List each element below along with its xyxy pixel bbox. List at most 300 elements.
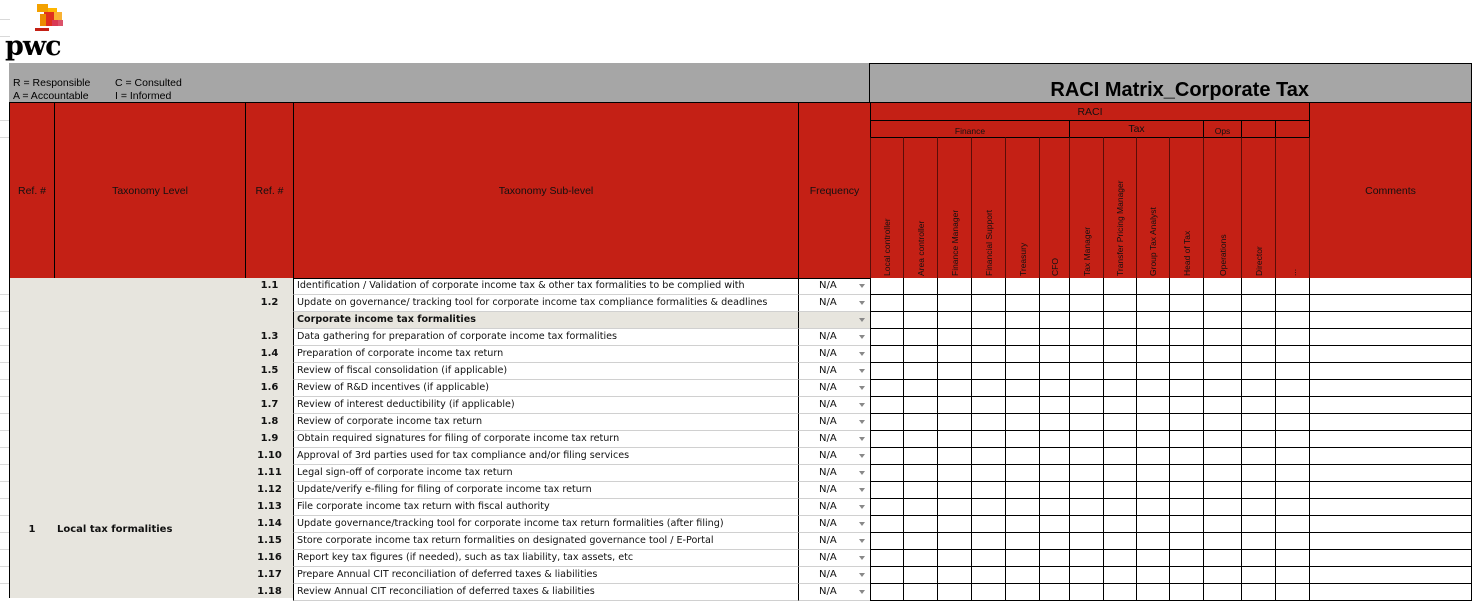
raci-cell-finance-manager[interactable] (937, 465, 973, 482)
header-taxonomy-level[interactable] (54, 102, 246, 279)
raci-cell-operations[interactable] (1203, 516, 1243, 533)
dropdown-arrow-icon[interactable] (859, 369, 865, 373)
row-description[interactable]: Obtain required signatures for filing of corporate income tax return (293, 431, 798, 448)
raci-cell-more[interactable] (1275, 414, 1311, 431)
raci-cell-financial-support[interactable] (971, 414, 1007, 431)
raci-cell-financial-support[interactable] (971, 397, 1007, 414)
raci-cell-finance-manager[interactable] (937, 448, 973, 465)
raci-cell-tax-manager[interactable] (1069, 431, 1105, 448)
header-group-tax[interactable] (1069, 120, 1204, 138)
raci-cell-treasury[interactable] (1005, 363, 1041, 380)
raci-cell-transfer-pricing-manager[interactable] (1103, 414, 1138, 431)
raci-cell-operations[interactable] (1203, 533, 1243, 550)
header-role-cfo[interactable] (1039, 137, 1070, 278)
row-ref[interactable]: 1.5 (260, 365, 279, 376)
row-ref[interactable]: 1.14 (257, 518, 282, 529)
comment-cell[interactable] (1309, 329, 1472, 346)
comment-cell[interactable] (1309, 448, 1472, 465)
raci-cell-transfer-pricing-manager[interactable] (1103, 499, 1138, 516)
raci-cell-area-controller[interactable] (903, 278, 939, 295)
frequency-dropdown[interactable] (798, 312, 870, 329)
raci-cell-director[interactable] (1241, 380, 1277, 397)
row-ref[interactable]: 1.8 (260, 416, 279, 427)
raci-cell-local-controller[interactable] (870, 499, 905, 516)
dropdown-arrow-icon[interactable] (859, 386, 865, 390)
raci-cell-area-controller[interactable] (903, 482, 939, 499)
raci-cell-treasury[interactable] (1005, 465, 1041, 482)
row-description[interactable]: Data gathering for preparation of corporate income tax formalities (293, 329, 798, 346)
raci-cell-operations[interactable] (1203, 295, 1243, 312)
raci-cell-group-tax-analyst[interactable] (1136, 363, 1171, 380)
raci-cell-local-controller[interactable] (870, 397, 905, 414)
subheading-row[interactable]: Corporate income tax formalities (293, 312, 798, 329)
raci-cell-treasury[interactable] (1005, 516, 1041, 533)
raci-cell-financial-support[interactable] (971, 295, 1007, 312)
raci-cell-finance-manager[interactable] (937, 363, 973, 380)
raci-cell-director[interactable] (1241, 295, 1277, 312)
raci-cell-head-of-tax[interactable] (1169, 397, 1205, 414)
raci-cell-more[interactable] (1275, 550, 1311, 567)
raci-cell-financial-support[interactable] (971, 278, 1007, 295)
raci-cell-financial-support[interactable] (971, 363, 1007, 380)
raci-cell-tax-manager[interactable] (1069, 584, 1105, 601)
raci-cell-finance-manager[interactable] (937, 567, 973, 584)
raci-cell-treasury[interactable] (1005, 329, 1041, 346)
row-ref[interactable] (246, 312, 293, 329)
header-group-finance[interactable] (870, 120, 1070, 138)
dropdown-arrow-icon[interactable] (859, 335, 865, 339)
raci-cell-financial-support[interactable] (971, 465, 1007, 482)
raci-cell-group-tax-analyst[interactable] (1136, 465, 1171, 482)
frequency-dropdown[interactable] (798, 380, 870, 397)
raci-cell-financial-support[interactable] (971, 431, 1007, 448)
raci-cell-finance-manager[interactable] (937, 329, 973, 346)
raci-cell-group-tax-analyst[interactable] (1136, 533, 1171, 550)
dropdown-arrow-icon[interactable] (859, 352, 865, 356)
raci-cell-tax-manager[interactable] (1069, 414, 1105, 431)
raci-cell-group-tax-analyst[interactable] (1136, 414, 1171, 431)
comment-cell[interactable] (1309, 567, 1472, 584)
row-description[interactable]: Update on governance/ tracking tool for corporate income tax compliance formalities & deadlines (293, 295, 798, 312)
row-ref[interactable]: 1.16 (257, 552, 282, 563)
raci-cell-treasury[interactable] (1005, 584, 1041, 601)
raci-cell-cfo[interactable] (1039, 397, 1071, 414)
raci-cell-group-tax-analyst[interactable] (1136, 567, 1171, 584)
header-role-transfer-pricing-manager[interactable] (1103, 137, 1137, 278)
raci-cell-transfer-pricing-manager[interactable] (1103, 295, 1138, 312)
dropdown-arrow-icon[interactable] (859, 403, 865, 407)
header-role-local-controller[interactable] (870, 137, 904, 278)
header-role-head-of-tax[interactable] (1169, 137, 1204, 278)
raci-cell-director[interactable] (1241, 584, 1277, 601)
row-description[interactable]: Legal sign-off of corporate income tax return (293, 465, 798, 482)
raci-cell-group-tax-analyst[interactable] (1136, 584, 1171, 601)
row-ref[interactable]: 1.1 (260, 280, 279, 291)
raci-cell-cfo[interactable] (1039, 550, 1071, 567)
header-sub-ref-number[interactable] (245, 102, 294, 279)
dropdown-arrow-icon[interactable] (859, 556, 865, 560)
raci-cell-director[interactable] (1241, 533, 1277, 550)
raci-cell-transfer-pricing-manager[interactable] (1103, 584, 1138, 601)
raci-cell-more[interactable] (1275, 499, 1311, 516)
row-ref[interactable]: 1.13 (257, 501, 282, 512)
raci-cell-head-of-tax[interactable] (1169, 278, 1205, 295)
comment-cell[interactable] (1309, 482, 1472, 499)
row-description[interactable]: Approval of 3rd parties used for tax compliance and/or filing services (293, 448, 798, 465)
row-ref[interactable]: 1.12 (257, 484, 282, 495)
raci-cell-operations[interactable] (1203, 431, 1243, 448)
raci-cell-finance-manager[interactable] (937, 584, 973, 601)
comment-cell[interactable] (1309, 397, 1472, 414)
raci-cell-transfer-pricing-manager[interactable] (1103, 465, 1138, 482)
raci-cell-local-controller[interactable] (870, 329, 905, 346)
raci-cell-head-of-tax[interactable] (1169, 431, 1205, 448)
raci-cell-transfer-pricing-manager[interactable] (1103, 550, 1138, 567)
raci-cell-area-controller[interactable] (903, 516, 939, 533)
dropdown-arrow-icon[interactable] (859, 318, 865, 322)
raci-cell-head-of-tax[interactable] (1169, 482, 1205, 499)
raci-cell-group-tax-analyst[interactable] (1136, 397, 1171, 414)
header-role-treasury[interactable] (1005, 137, 1040, 278)
raci-cell-area-controller[interactable] (903, 346, 939, 363)
raci-cell-more[interactable] (1275, 346, 1311, 363)
raci-cell-transfer-pricing-manager[interactable] (1103, 448, 1138, 465)
raci-cell-local-controller[interactable] (870, 312, 905, 329)
raci-cell-cfo[interactable] (1039, 295, 1071, 312)
comment-cell[interactable] (1309, 278, 1472, 295)
dropdown-arrow-icon[interactable] (859, 539, 865, 543)
header-group-ops[interactable] (1203, 120, 1242, 138)
raci-cell-tax-manager[interactable] (1069, 329, 1105, 346)
raci-cell-cfo[interactable] (1039, 414, 1071, 431)
raci-cell-area-controller[interactable] (903, 584, 939, 601)
row-ref[interactable]: 1.11 (257, 467, 282, 478)
raci-cell-group-tax-analyst[interactable] (1136, 295, 1171, 312)
raci-cell-head-of-tax[interactable] (1169, 380, 1205, 397)
raci-cell-operations[interactable] (1203, 465, 1243, 482)
raci-cell-cfo[interactable] (1039, 499, 1071, 516)
frequency-dropdown[interactable] (798, 499, 870, 516)
raci-cell-group-tax-analyst[interactable] (1136, 482, 1171, 499)
raci-cell-area-controller[interactable] (903, 431, 939, 448)
raci-cell-operations[interactable] (1203, 397, 1243, 414)
raci-cell-local-controller[interactable] (870, 550, 905, 567)
dropdown-arrow-icon[interactable] (859, 420, 865, 424)
raci-cell-head-of-tax[interactable] (1169, 516, 1205, 533)
raci-cell-cfo[interactable] (1039, 448, 1071, 465)
raci-cell-local-controller[interactable] (870, 414, 905, 431)
raci-cell-treasury[interactable] (1005, 414, 1041, 431)
raci-cell-treasury[interactable] (1005, 346, 1041, 363)
raci-cell-local-controller[interactable] (870, 431, 905, 448)
row-description[interactable]: Update/verify e-filing for filing of corporate income tax return (293, 482, 798, 499)
row-ref[interactable]: 1.4 (260, 348, 279, 359)
raci-cell-finance-manager[interactable] (937, 550, 973, 567)
raci-cell-more[interactable] (1275, 567, 1311, 584)
raci-cell-treasury[interactable] (1005, 533, 1041, 550)
raci-cell-area-controller[interactable] (903, 550, 939, 567)
raci-cell-transfer-pricing-manager[interactable] (1103, 482, 1138, 499)
dropdown-arrow-icon[interactable] (859, 488, 865, 492)
raci-cell-area-controller[interactable] (903, 533, 939, 550)
section-taxonomy-level-cell[interactable] (54, 278, 246, 598)
raci-cell-cfo[interactable] (1039, 363, 1071, 380)
raci-cell-cfo[interactable] (1039, 465, 1071, 482)
comment-cell[interactable] (1309, 363, 1472, 380)
row-description[interactable]: Prepare Annual CIT reconciliation of deferred taxes & liabilities (293, 567, 798, 584)
comment-cell[interactable] (1309, 465, 1472, 482)
raci-cell-director[interactable] (1241, 312, 1277, 329)
header-ref-number[interactable] (9, 102, 55, 279)
raci-cell-tax-manager[interactable] (1069, 397, 1105, 414)
raci-cell-cfo[interactable] (1039, 584, 1071, 601)
row-description[interactable]: Identification / Validation of corporate income tax & other tax formalities to be complied with (293, 278, 798, 295)
raci-cell-area-controller[interactable] (903, 363, 939, 380)
frequency-dropdown[interactable] (798, 465, 870, 482)
raci-cell-operations[interactable] (1203, 482, 1243, 499)
raci-cell-finance-manager[interactable] (937, 414, 973, 431)
raci-cell-finance-manager[interactable] (937, 431, 973, 448)
raci-cell-finance-manager[interactable] (937, 533, 973, 550)
raci-cell-director[interactable] (1241, 414, 1277, 431)
header-group-blank-1[interactable] (1241, 120, 1276, 138)
raci-cell-operations[interactable] (1203, 567, 1243, 584)
raci-cell-area-controller[interactable] (903, 295, 939, 312)
raci-cell-treasury[interactable] (1005, 567, 1041, 584)
raci-cell-head-of-tax[interactable] (1169, 312, 1205, 329)
raci-cell-tax-manager[interactable] (1069, 465, 1105, 482)
dropdown-arrow-icon[interactable] (859, 471, 865, 475)
raci-cell-transfer-pricing-manager[interactable] (1103, 312, 1138, 329)
raci-cell-more[interactable] (1275, 465, 1311, 482)
frequency-dropdown[interactable] (798, 516, 870, 533)
raci-cell-tax-manager[interactable] (1069, 363, 1105, 380)
raci-cell-operations[interactable] (1203, 346, 1243, 363)
raci-cell-head-of-tax[interactable] (1169, 414, 1205, 431)
raci-cell-tax-manager[interactable] (1069, 380, 1105, 397)
raci-cell-transfer-pricing-manager[interactable] (1103, 397, 1138, 414)
dropdown-arrow-icon[interactable] (859, 573, 865, 577)
raci-cell-local-controller[interactable] (870, 533, 905, 550)
raci-cell-treasury[interactable] (1005, 431, 1041, 448)
raci-cell-financial-support[interactable] (971, 499, 1007, 516)
comment-cell[interactable] (1309, 499, 1472, 516)
raci-cell-financial-support[interactable] (971, 567, 1007, 584)
row-description[interactable]: File corporate income tax return with fiscal authority (293, 499, 798, 516)
raci-cell-director[interactable] (1241, 363, 1277, 380)
header-comments[interactable] (1309, 102, 1472, 279)
comment-cell[interactable] (1309, 380, 1472, 397)
raci-cell-financial-support[interactable] (971, 516, 1007, 533)
raci-cell-director[interactable] (1241, 550, 1277, 567)
comment-cell[interactable] (1309, 516, 1472, 533)
raci-cell-director[interactable] (1241, 278, 1277, 295)
raci-cell-tax-manager[interactable] (1069, 295, 1105, 312)
raci-cell-local-controller[interactable] (870, 516, 905, 533)
dropdown-arrow-icon[interactable] (859, 505, 865, 509)
raci-cell-financial-support[interactable] (971, 312, 1007, 329)
dropdown-arrow-icon[interactable] (859, 454, 865, 458)
raci-cell-tax-manager[interactable] (1069, 448, 1105, 465)
frequency-dropdown[interactable] (798, 431, 870, 448)
row-ref[interactable]: 1.6 (260, 382, 279, 393)
raci-cell-operations[interactable] (1203, 363, 1243, 380)
raci-cell-operations[interactable] (1203, 380, 1243, 397)
raci-cell-more[interactable] (1275, 431, 1311, 448)
raci-cell-cfo[interactable] (1039, 567, 1071, 584)
raci-cell-treasury[interactable] (1005, 312, 1041, 329)
frequency-dropdown[interactable] (798, 414, 870, 431)
dropdown-arrow-icon[interactable] (859, 522, 865, 526)
raci-cell-group-tax-analyst[interactable] (1136, 550, 1171, 567)
raci-cell-treasury[interactable] (1005, 448, 1041, 465)
raci-cell-group-tax-analyst[interactable] (1136, 278, 1171, 295)
raci-cell-cfo[interactable] (1039, 329, 1071, 346)
row-description[interactable]: Review of R&D incentives (if applicable) (293, 380, 798, 397)
raci-cell-more[interactable] (1275, 329, 1311, 346)
raci-cell-director[interactable] (1241, 397, 1277, 414)
raci-cell-more[interactable] (1275, 312, 1311, 329)
raci-cell-transfer-pricing-manager[interactable] (1103, 380, 1138, 397)
raci-cell-tax-manager[interactable] (1069, 550, 1105, 567)
raci-cell-tax-manager[interactable] (1069, 482, 1105, 499)
raci-cell-director[interactable] (1241, 482, 1277, 499)
raci-cell-transfer-pricing-manager[interactable] (1103, 516, 1138, 533)
raci-cell-head-of-tax[interactable] (1169, 295, 1205, 312)
raci-cell-director[interactable] (1241, 431, 1277, 448)
raci-cell-tax-manager[interactable] (1069, 567, 1105, 584)
section-ref-cell[interactable] (9, 278, 55, 598)
raci-cell-transfer-pricing-manager[interactable] (1103, 329, 1138, 346)
raci-cell-finance-manager[interactable] (937, 499, 973, 516)
raci-cell-transfer-pricing-manager[interactable] (1103, 431, 1138, 448)
raci-cell-area-controller[interactable] (903, 380, 939, 397)
header-role-director[interactable] (1241, 137, 1276, 278)
raci-cell-group-tax-analyst[interactable] (1136, 516, 1171, 533)
comment-cell[interactable] (1309, 312, 1472, 329)
row-description[interactable]: Preparation of corporate income tax return (293, 346, 798, 363)
dropdown-arrow-icon[interactable] (859, 284, 865, 288)
raci-cell-treasury[interactable] (1005, 380, 1041, 397)
raci-cell-operations[interactable] (1203, 329, 1243, 346)
header-taxonomy-sublevel[interactable] (293, 102, 799, 279)
frequency-dropdown[interactable] (798, 448, 870, 465)
raci-cell-finance-manager[interactable] (937, 346, 973, 363)
raci-cell-director[interactable] (1241, 329, 1277, 346)
raci-cell-financial-support[interactable] (971, 329, 1007, 346)
frequency-dropdown[interactable] (798, 482, 870, 499)
row-ref[interactable]: 1.3 (260, 331, 279, 342)
frequency-dropdown[interactable] (798, 329, 870, 346)
raci-cell-transfer-pricing-manager[interactable] (1103, 278, 1138, 295)
dropdown-arrow-icon[interactable] (859, 437, 865, 441)
raci-cell-local-controller[interactable] (870, 448, 905, 465)
frequency-dropdown[interactable] (798, 584, 870, 601)
header-role-finance-manager[interactable] (937, 137, 972, 278)
raci-cell-operations[interactable] (1203, 499, 1243, 516)
raci-cell-local-controller[interactable] (870, 295, 905, 312)
raci-cell-area-controller[interactable] (903, 465, 939, 482)
raci-cell-cfo[interactable] (1039, 431, 1071, 448)
raci-cell-director[interactable] (1241, 567, 1277, 584)
dropdown-arrow-icon[interactable] (859, 590, 865, 594)
dropdown-arrow-icon[interactable] (859, 301, 865, 305)
raci-cell-treasury[interactable] (1005, 278, 1041, 295)
raci-cell-operations[interactable] (1203, 414, 1243, 431)
raci-cell-head-of-tax[interactable] (1169, 346, 1205, 363)
row-description[interactable]: Review Annual CIT reconciliation of deferred taxes & liabilities (293, 584, 798, 601)
comment-cell[interactable] (1309, 431, 1472, 448)
raci-cell-tax-manager[interactable] (1069, 278, 1105, 295)
raci-cell-local-controller[interactable] (870, 567, 905, 584)
raci-cell-financial-support[interactable] (971, 482, 1007, 499)
raci-cell-local-controller[interactable] (870, 380, 905, 397)
raci-cell-group-tax-analyst[interactable] (1136, 380, 1171, 397)
raci-cell-financial-support[interactable] (971, 533, 1007, 550)
raci-cell-director[interactable] (1241, 499, 1277, 516)
raci-cell-finance-manager[interactable] (937, 278, 973, 295)
raci-cell-cfo[interactable] (1039, 346, 1071, 363)
comment-cell[interactable] (1309, 346, 1472, 363)
raci-cell-director[interactable] (1241, 516, 1277, 533)
raci-cell-finance-manager[interactable] (937, 312, 973, 329)
raci-cell-head-of-tax[interactable] (1169, 533, 1205, 550)
raci-cell-financial-support[interactable] (971, 550, 1007, 567)
raci-cell-transfer-pricing-manager[interactable] (1103, 346, 1138, 363)
header-role-financial-support[interactable] (971, 137, 1006, 278)
raci-cell-area-controller[interactable] (903, 312, 939, 329)
row-ref[interactable]: 1.10 (257, 450, 282, 461)
raci-cell-area-controller[interactable] (903, 448, 939, 465)
raci-cell-treasury[interactable] (1005, 550, 1041, 567)
comment-cell[interactable] (1309, 295, 1472, 312)
raci-cell-more[interactable] (1275, 278, 1311, 295)
raci-cell-transfer-pricing-manager[interactable] (1103, 363, 1138, 380)
header-role-operations[interactable] (1203, 137, 1242, 278)
raci-cell-area-controller[interactable] (903, 567, 939, 584)
frequency-dropdown[interactable] (798, 346, 870, 363)
raci-cell-treasury[interactable] (1005, 482, 1041, 499)
raci-cell-operations[interactable] (1203, 584, 1243, 601)
frequency-dropdown[interactable] (798, 295, 870, 312)
raci-cell-head-of-tax[interactable] (1169, 448, 1205, 465)
raci-cell-group-tax-analyst[interactable] (1136, 431, 1171, 448)
raci-cell-cfo[interactable] (1039, 516, 1071, 533)
raci-cell-operations[interactable] (1203, 312, 1243, 329)
raci-cell-area-controller[interactable] (903, 499, 939, 516)
raci-cell-local-controller[interactable] (870, 278, 905, 295)
raci-cell-director[interactable] (1241, 448, 1277, 465)
raci-cell-cfo[interactable] (1039, 482, 1071, 499)
raci-cell-tax-manager[interactable] (1069, 533, 1105, 550)
header-role-group-tax-analyst[interactable] (1136, 137, 1170, 278)
raci-cell-group-tax-analyst[interactable] (1136, 448, 1171, 465)
comment-cell[interactable] (1309, 550, 1472, 567)
raci-cell-more[interactable] (1275, 397, 1311, 414)
raci-cell-financial-support[interactable] (971, 380, 1007, 397)
raci-cell-more[interactable] (1275, 584, 1311, 601)
raci-cell-group-tax-analyst[interactable] (1136, 346, 1171, 363)
frequency-dropdown[interactable] (798, 278, 870, 295)
raci-cell-transfer-pricing-manager[interactable] (1103, 533, 1138, 550)
raci-cell-group-tax-analyst[interactable] (1136, 329, 1171, 346)
raci-cell-head-of-tax[interactable] (1169, 363, 1205, 380)
row-ref[interactable]: 1.17 (257, 569, 282, 580)
raci-cell-area-controller[interactable] (903, 329, 939, 346)
raci-cell-cfo[interactable] (1039, 380, 1071, 397)
raci-cell-director[interactable] (1241, 465, 1277, 482)
raci-cell-head-of-tax[interactable] (1169, 465, 1205, 482)
